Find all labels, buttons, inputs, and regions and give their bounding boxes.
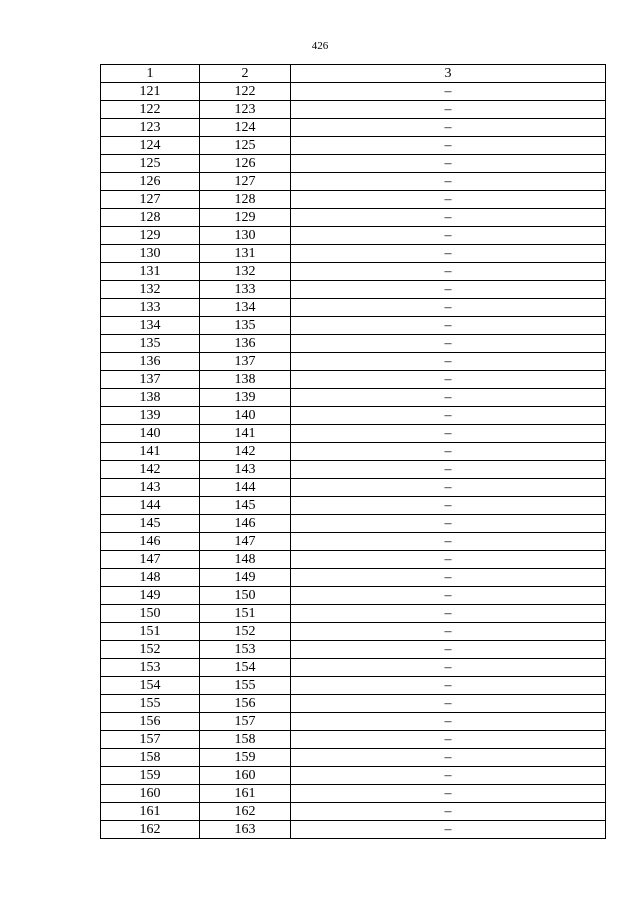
- table-cell: 154: [101, 677, 200, 695]
- table-cell: 134: [200, 299, 291, 317]
- table-cell: 149: [101, 587, 200, 605]
- table-row: [101, 245, 606, 263]
- table-cell: –: [291, 155, 606, 173]
- table-row: [101, 803, 606, 821]
- table-cell: –: [291, 317, 606, 335]
- table-cell: –: [291, 335, 606, 353]
- table-row: [101, 785, 606, 803]
- table-row: [101, 695, 606, 713]
- page-number: 426: [311, 40, 329, 52]
- table-row: [101, 227, 606, 245]
- table-cell: –: [291, 101, 606, 119]
- table-cell: –: [291, 641, 606, 659]
- table-row: [101, 533, 606, 551]
- table-cell: –: [291, 353, 606, 371]
- table-cell: 123: [101, 119, 200, 137]
- table-cell: –: [291, 191, 606, 209]
- table-row: [101, 317, 606, 335]
- table-row: [101, 767, 606, 785]
- table-cell: 142: [200, 443, 291, 461]
- table-cell: 138: [101, 389, 200, 407]
- column-header: 2: [200, 65, 291, 83]
- table-cell: 159: [101, 767, 200, 785]
- table-cell: –: [291, 461, 606, 479]
- table-cell: –: [291, 551, 606, 569]
- table-row: [101, 587, 606, 605]
- table-cell: 129: [101, 227, 200, 245]
- table-cell: 135: [101, 335, 200, 353]
- table-cell: 132: [101, 281, 200, 299]
- table-row: [101, 425, 606, 443]
- table-row: [101, 155, 606, 173]
- table-row: [101, 749, 606, 767]
- table-cell: –: [291, 713, 606, 731]
- table-cell: 153: [101, 659, 200, 677]
- table-cell: –: [291, 227, 606, 245]
- table-cell: 137: [200, 353, 291, 371]
- table-cell: 156: [200, 695, 291, 713]
- table-cell: 125: [200, 137, 291, 155]
- table-cell: 122: [200, 83, 291, 101]
- table-cell: 158: [101, 749, 200, 767]
- table-cell: 144: [200, 479, 291, 497]
- table-cell: –: [291, 767, 606, 785]
- table-row: [101, 713, 606, 731]
- table-cell: 152: [200, 623, 291, 641]
- table-cell: 160: [200, 767, 291, 785]
- table-cell: 155: [200, 677, 291, 695]
- table-row: [101, 515, 606, 533]
- table-row: [101, 551, 606, 569]
- table-cell: –: [291, 569, 606, 587]
- table-row: [101, 623, 606, 641]
- table-row: [101, 461, 606, 479]
- table-cell: 143: [200, 461, 291, 479]
- table-cell: 150: [200, 587, 291, 605]
- table-row: [101, 209, 606, 227]
- table-cell: –: [291, 803, 606, 821]
- table-row: [101, 335, 606, 353]
- table-cell: 130: [101, 245, 200, 263]
- table-cell: –: [291, 299, 606, 317]
- table-row: [101, 281, 606, 299]
- table-cell: 161: [200, 785, 291, 803]
- table-cell: –: [291, 749, 606, 767]
- table-cell: 160: [101, 785, 200, 803]
- table-cell: 131: [200, 245, 291, 263]
- table-row: [101, 497, 606, 515]
- table-cell: 163: [200, 821, 291, 839]
- table-cell: 143: [101, 479, 200, 497]
- table-cell: –: [291, 407, 606, 425]
- table-row: [101, 659, 606, 677]
- table-row: [101, 83, 606, 101]
- table-row: [101, 407, 606, 425]
- table-cell: 133: [200, 281, 291, 299]
- table-cell: 147: [101, 551, 200, 569]
- table-cell: 159: [200, 749, 291, 767]
- table-cell: 140: [101, 425, 200, 443]
- table-cell: 130: [200, 227, 291, 245]
- column-header: 1: [101, 65, 200, 83]
- table-cell: 138: [200, 371, 291, 389]
- table-cell: 158: [200, 731, 291, 749]
- table-cell: 136: [200, 335, 291, 353]
- table-cell: 145: [200, 497, 291, 515]
- table-row: [101, 731, 606, 749]
- table-cell: –: [291, 677, 606, 695]
- data-table: [100, 64, 606, 839]
- table-cell: –: [291, 209, 606, 227]
- table-row: [101, 371, 606, 389]
- table-cell: –: [291, 173, 606, 191]
- table-cell: 147: [200, 533, 291, 551]
- table-cell: 161: [101, 803, 200, 821]
- table-cell: 121: [101, 83, 200, 101]
- table-cell: 156: [101, 713, 200, 731]
- table-cell: 151: [101, 623, 200, 641]
- table-cell: 152: [101, 641, 200, 659]
- table-cell: 127: [101, 191, 200, 209]
- table-row: [101, 605, 606, 623]
- table-cell: –: [291, 389, 606, 407]
- table-cell: 157: [101, 731, 200, 749]
- table-row: [101, 119, 606, 137]
- table-cell: 137: [101, 371, 200, 389]
- table-cell: 123: [200, 101, 291, 119]
- table-cell: –: [291, 281, 606, 299]
- table-cell: 144: [101, 497, 200, 515]
- table-cell: 151: [200, 605, 291, 623]
- table-cell: –: [291, 263, 606, 281]
- column-header: 3: [291, 65, 606, 83]
- table-row: [101, 353, 606, 371]
- table-cell: 148: [200, 551, 291, 569]
- table-cell: 136: [101, 353, 200, 371]
- table-cell: 162: [200, 803, 291, 821]
- table-cell: –: [291, 515, 606, 533]
- table-cell: –: [291, 785, 606, 803]
- table-header-row: [101, 65, 606, 83]
- table-cell: 162: [101, 821, 200, 839]
- table-cell: 131: [101, 263, 200, 281]
- table-cell: 145: [101, 515, 200, 533]
- table-row: [101, 191, 606, 209]
- table-cell: –: [291, 731, 606, 749]
- table-cell: –: [291, 821, 606, 839]
- table-cell: 124: [101, 137, 200, 155]
- table-cell: –: [291, 443, 606, 461]
- table-row: [101, 101, 606, 119]
- table-row: [101, 173, 606, 191]
- table-cell: 124: [200, 119, 291, 137]
- table-cell: –: [291, 479, 606, 497]
- table-cell: 154: [200, 659, 291, 677]
- table-cell: 126: [101, 173, 200, 191]
- table-cell: 148: [101, 569, 200, 587]
- table-cell: 141: [200, 425, 291, 443]
- table-cell: –: [291, 497, 606, 515]
- table-cell: –: [291, 605, 606, 623]
- table-body: [101, 65, 606, 839]
- table-cell: –: [291, 425, 606, 443]
- table-cell: –: [291, 587, 606, 605]
- table-row: [101, 821, 606, 839]
- table-cell: 132: [200, 263, 291, 281]
- table-cell: 150: [101, 605, 200, 623]
- table-row: [101, 263, 606, 281]
- table-cell: 142: [101, 461, 200, 479]
- table-cell: 128: [200, 191, 291, 209]
- table-row: [101, 137, 606, 155]
- table-cell: –: [291, 83, 606, 101]
- table-cell: –: [291, 533, 606, 551]
- table-cell: 139: [200, 389, 291, 407]
- table-cell: 134: [101, 317, 200, 335]
- table-row: [101, 443, 606, 461]
- table-cell: –: [291, 137, 606, 155]
- table-cell: 135: [200, 317, 291, 335]
- table-row: [101, 389, 606, 407]
- table-row: [101, 479, 606, 497]
- table-cell: –: [291, 659, 606, 677]
- table-cell: 146: [200, 515, 291, 533]
- table-cell: 126: [200, 155, 291, 173]
- table-cell: 128: [101, 209, 200, 227]
- table-cell: 149: [200, 569, 291, 587]
- table-cell: 133: [101, 299, 200, 317]
- table-row: [101, 641, 606, 659]
- table-cell: –: [291, 371, 606, 389]
- table-row: [101, 569, 606, 587]
- table-cell: 140: [200, 407, 291, 425]
- table-cell: –: [291, 245, 606, 263]
- table-cell: 125: [101, 155, 200, 173]
- table-cell: 146: [101, 533, 200, 551]
- table-cell: 139: [101, 407, 200, 425]
- table-cell: –: [291, 623, 606, 641]
- table-cell: –: [291, 119, 606, 137]
- table-cell: 122: [101, 101, 200, 119]
- table-cell: 141: [101, 443, 200, 461]
- table-cell: 157: [200, 713, 291, 731]
- table-row: [101, 677, 606, 695]
- table-cell: 127: [200, 173, 291, 191]
- table-cell: 155: [101, 695, 200, 713]
- table-cell: 129: [200, 209, 291, 227]
- table-cell: 153: [200, 641, 291, 659]
- table-row: [101, 299, 606, 317]
- table-cell: –: [291, 695, 606, 713]
